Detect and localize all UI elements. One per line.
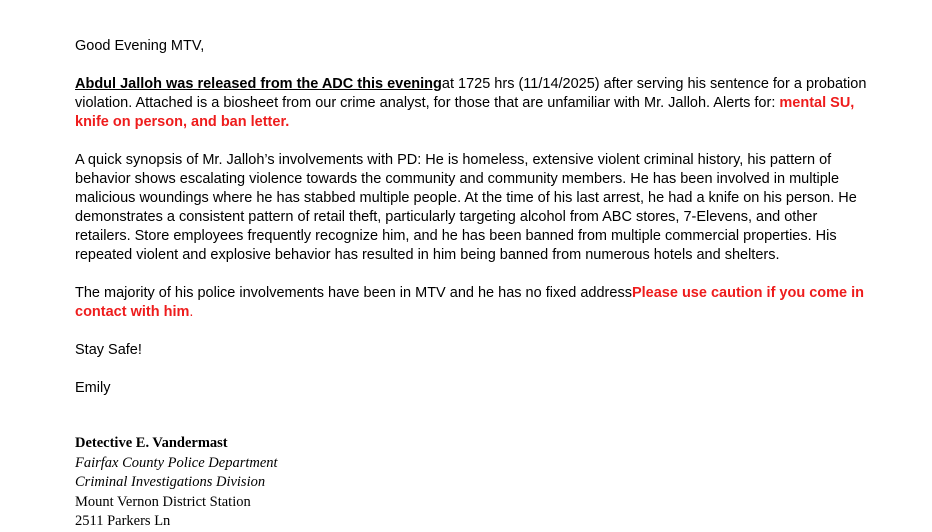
- caution-lead-text: The majority of his police involvements have been in MTV and he has no fixed address: [75, 285, 632, 301]
- closing-line: Stay Safe!: [75, 342, 142, 358]
- signature-name: Detective E. Vandermast: [75, 435, 228, 451]
- signature-division: Criminal Investigations Division: [75, 474, 266, 490]
- email-body: [75, 37, 875, 417]
- alerts-text: mental SU, knife on person, and ban letter.: [75, 95, 855, 130]
- greeting: Good Evening MTV,: [75, 38, 205, 54]
- release-paragraph: [75, 75, 875, 132]
- signature-station: Mount Vernon District Station: [75, 493, 251, 510]
- email-signature: [75, 434, 278, 532]
- release-headline: Abdul Jalloh was released from the ADC this evening: [75, 76, 442, 92]
- caution-warning: Please use caution if you come in contact with him: [75, 285, 865, 320]
- caution-period: .: [189, 304, 194, 320]
- sender-name: Emily: [75, 380, 111, 396]
- caution-paragraph: [75, 284, 875, 322]
- release-text: at 1725 hrs (11/14/2025) after serving his sentence for a probation violation. Attached is a biosheet from our crime analyst, for those that are unfamiliar with Mr. Jalloh. Alerts for:: [75, 76, 867, 111]
- signature-department: Fairfax County Police Department: [75, 454, 278, 471]
- signature-address: 2511 Parkers Ln: [75, 513, 171, 529]
- synopsis-paragraph: A quick synopsis of Mr. Jalloh’s involvements with PD: He is homeless, extensive violent criminal history, his pattern of behavior shows escalating violence towards the community and community members. He has been involved in multiple malicious woundings where he has stabbed multiple people. At the time of his last arrest, he had a knife on his person. He demonstrates a consistent pattern of retail theft, particularly targeting alcohol from ABC stores, 7-Elevens, and other retailers. Store employees frequently recognize him, and he has been banned from multiple commercial properties. His repeated violent and explosive behavior has resulted in him being banned from numerous hotels and shelters.: [75, 152, 857, 263]
